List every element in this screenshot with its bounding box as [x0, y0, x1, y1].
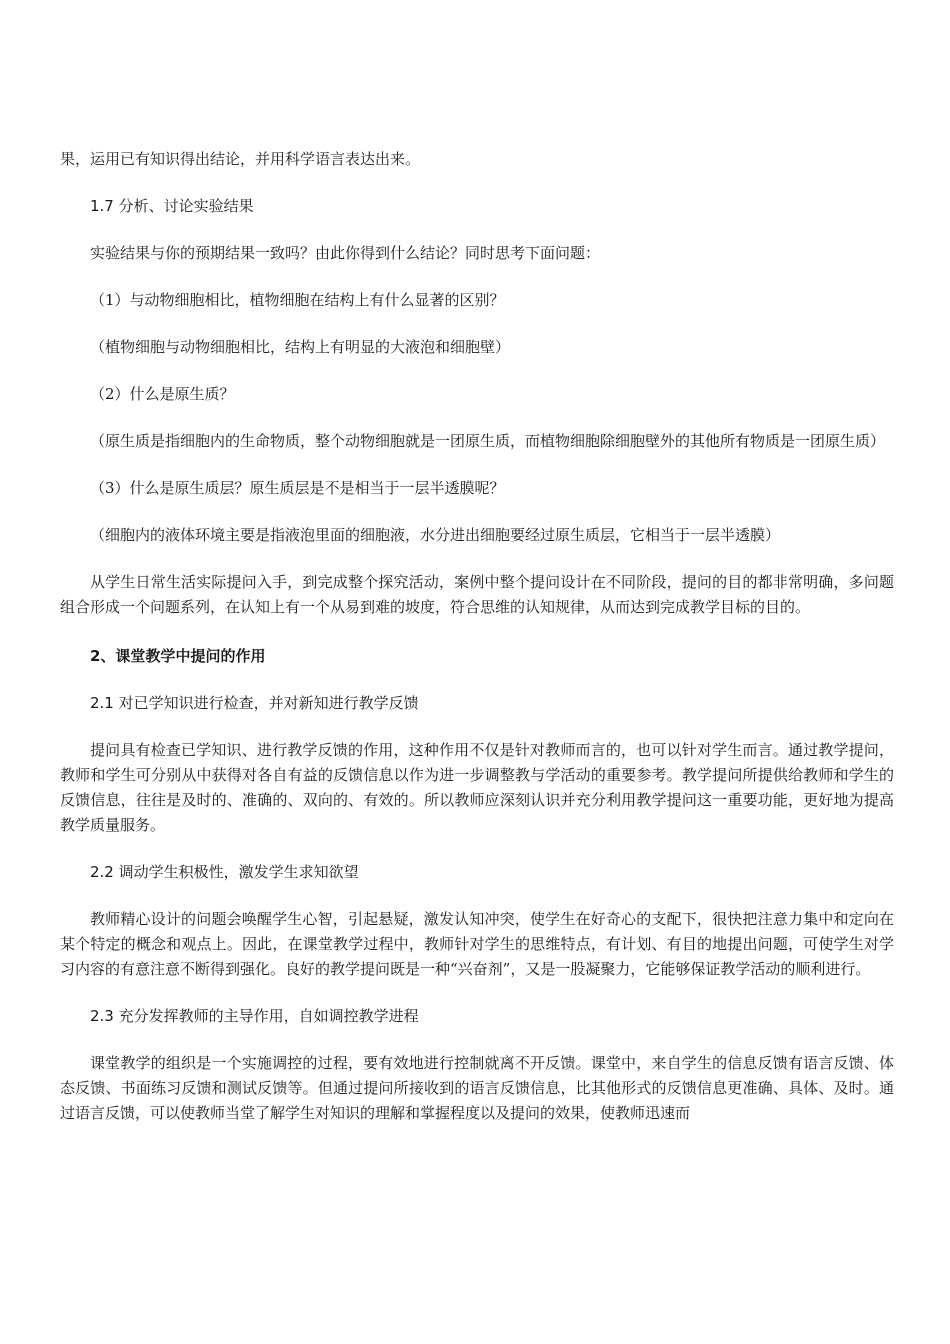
paragraph-case-summary: 从学生日常生活实际提问入手，到完成整个探究活动，案例中整个提问设计在不同阶段，提问的目的都非常明确，多问题组合形成一个问题系列，在认知上有一个从易到难的坡度，符合思维的认知规律，从而达到完成教学目标的目的。 — [60, 573, 894, 616]
section-number: 2.1 — [90, 694, 114, 712]
section-number: 2.2 — [90, 863, 114, 881]
paragraph-continuation: 果，运用已有知识得出结论，并用科学语言表达出来。 — [60, 150, 421, 168]
section-heading-1-7 — [60, 194, 894, 219]
answer-1: （植物细胞与动物细胞相比，结构上有明显的大液泡和细胞壁） — [90, 338, 511, 356]
paragraph-2-3: 课堂教学的组织是一个实施调控的过程，要有效地进行控制就离不开反馈。课堂中，来自学生的信息反馈有语言反馈、体态反馈、书面练习反馈和测试反馈等。但通过提问所接收到的语言反馈信息，比其他形式的反馈信息更准确、具体、及时。通过语言反馈，可以使教师当堂了解学生对知识的理解和掌握程度以及提问的效果，使教师迅速而 — [60, 1054, 894, 1122]
paragraph-intro-questions: 实验结果与你的预期结果一致吗？由此你得到什么结论？同时思考下面问题： — [90, 244, 601, 262]
paragraph-2-2: 教师精心设计的问题会唤醒学生心智，引起悬疑，激发认知冲突，使学生在好奇心的支配下，很快把注意力集中和定向在某个特定的概念和观点上。因此，在课堂教学过程中，教师针对学生的思维特点，有计划、有目的地提出问题，可使学生对学习内容的有意注意不断得到强化。良好的教学提问既是一种“兴奋剂”，又是一股凝聚力，它能够保证教学活动的顺利进行。 — [60, 910, 894, 978]
section-heading-2-3 — [60, 1004, 894, 1029]
section-number: 1.7 — [90, 197, 114, 215]
section-title: 调动学生积极性，激发学生求知欲望 — [113, 863, 359, 881]
section-title: 对已学知识进行检查，并对新知进行教学反馈 — [113, 694, 419, 712]
question-1: （1）与动物细胞相比，植物细胞在结构上有什么显著的区别？ — [90, 291, 505, 309]
section-title: 分析、讨论实验结果 — [113, 197, 254, 215]
section-number: 2.3 — [90, 1007, 114, 1025]
section-heading-2-2 — [60, 860, 894, 885]
section-title: 充分发挥教师的主导作用，自如调控教学进程 — [113, 1007, 419, 1025]
paragraph-2-1: 提问具有检查已学知识、进行教学反馈的作用，这种作用不仅是针对教师而言的，也可以针对学生而言。通过教学提问，教师和学生可分别从中获得对各自有益的反馈信息以作为进一步调整教与学活动的重要参考。教学提问所提供给教师和学生的反馈信息，往往是及时的、准确的、双向的、有效的。所以教师应深刻认识并充分利用教学提问这一重要功能，更好地为提高教学质量服务。 — [60, 741, 894, 834]
answer-3: （细胞内的液体环境主要是指液泡里面的细胞液，水分进出细胞要经过原生质层，它相当于一层半透膜） — [90, 526, 781, 544]
question-2: （2）什么是原生质？ — [90, 385, 235, 403]
answer-2: （原生质是指细胞内的生命物质，整个动物细胞就是一团原生质，而植物细胞除细胞壁外的其他所有物质是一团原生质） — [90, 432, 886, 450]
question-3: （3）什么是原生质层？原生质层是不是相当于一层半透膜呢？ — [90, 479, 505, 497]
document-page — [60, 147, 894, 1126]
section-heading-2: 2、课堂教学中提问的作用 — [90, 647, 266, 665]
section-heading-2-1 — [60, 691, 894, 716]
